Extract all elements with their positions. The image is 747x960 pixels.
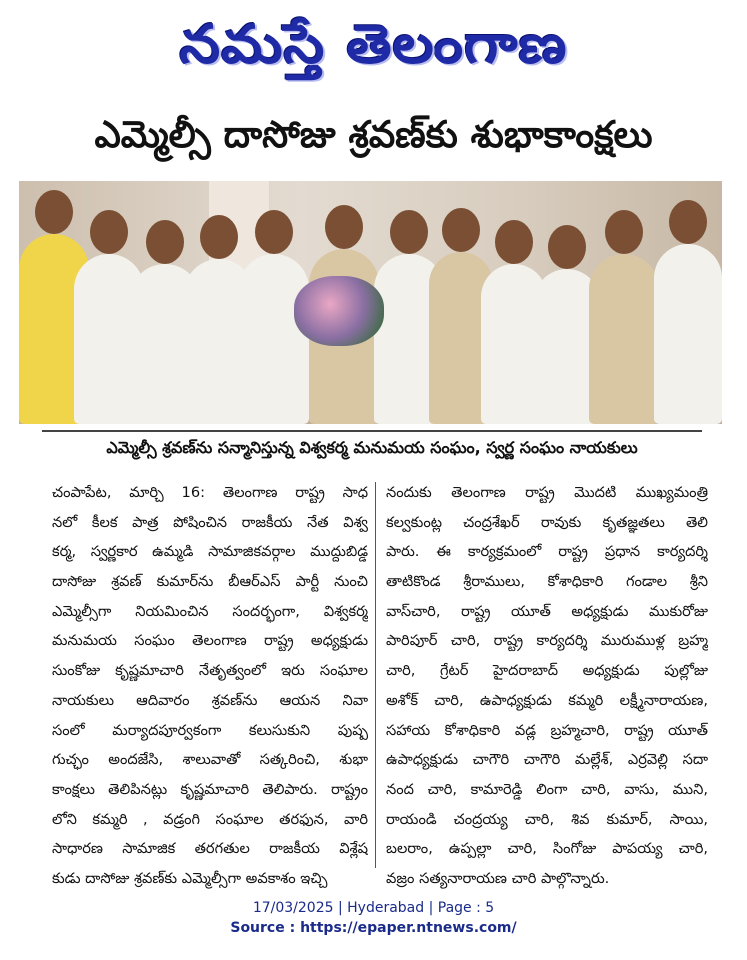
article-text-line: కుడు దాసోజు శ్రవణ్‌కు ఎమ్మెల్సీగా అవకాశం ఇచ్చి [52,869,328,887]
article-text-line: పారు. ఈ కార్యక్రమంలో రాష్ట్ర ప్రధాన కార్యదర్శి [386,543,708,561]
article-text-line: నందుకు తెలంగాణ రాష్ట్ర మొదటి ముఖ్యమంత్రి [386,484,708,501]
photo-caption: ఎమ్మెల్సీ శ్రవణ్‌ను సన్మానిస్తున్న విశ్వకర్మ మనుమయ సంఘం, స్వర్ణ సంఘం నాయకులు [42,430,702,464]
article-text-line: వజ్రం సత్యనారాయణ చారి పాల్గొన్నారు. [386,869,610,887]
article-text-line: దాసోజు శ్రవణ్ కుమార్‌ను బీఆర్‌ఎస్ పార్టీ నుంచి [52,573,368,591]
article-text-line: గుచ్ఛం అందజేసి, శాలువాతో సత్కరించి, శుభా [52,751,368,769]
article-text-line: చంపాపేట, మార్చి 16: తెలంగాణ రాష్ట్ర సాధ [52,484,368,501]
photo-person [654,244,722,424]
article-text-line: తాటికొండ శ్రీరాములు, కోశాధికారి గండాల శ్రీని [386,573,708,591]
article-text-line: బలరాం, ఉప్పల్లా చారి, సింగోజు పాపయ్య చారి, [386,840,708,858]
column-divider [375,482,376,868]
article-text-line: సాధారణ సామాజిక తరగతుల రాజకీయ విశ్లేష [52,840,368,858]
footer-source: Source : https://epaper.ntnews.com/ [230,920,517,936]
photo-person [239,254,309,424]
article-text-line: సుంకోజు కృష్ణమాచారి నేతృత్వంలో ఇరు సంఘాల [52,662,368,680]
article-text-line: నాయకులు ఆదివారం శ్రవణ్‌ను ఆయన నివా [52,691,368,709]
article-text-line: సంలో మర్యాదపూర్వకంగా కలుసుకుని పుష్ప [52,721,368,739]
article-text-line: నలో కీలక పాత్ర పోషించిన రాజకీయ నేత విశ్వ [52,513,368,531]
article-text-line: కర్మ, స్వర్ణకార ఉమ్మడి సామాజికవర్గాల ముద్దుబిడ్డ [52,543,368,561]
masthead [0,2,747,94]
article-text-line: ఉపాధ్యక్షుడు చాగౌరి చాగౌరి మల్లేశ్, ఎర్రవెల్లి సదా [386,751,708,769]
article-column-right [386,478,708,894]
article-text-line: ఎమ్మెల్సీగా నియమించిన సందర్భంగా, విశ్వకర్మ [52,602,368,620]
article-text-line: సహాయ కోశాధికారి వడ్ల బ్రహ్మచారి, రాష్ట్ర యూత్ [386,721,708,739]
article-column-left [52,478,368,894]
footer-date-edition: 17/03/2025 | Hyderabad | Page : 5 [252,900,495,916]
article-text-line: కాంక్షలు తెలిపినట్లు కృష్ణమాచారి తెలిపారు. రాష్ట్రం [52,780,368,798]
article-text-line: చారి, గ్రేటర్ హైదరాబాద్ అధ్యక్షుడు పుల్లోజు [386,662,708,680]
article-text-line: రాయండి చంద్రయ్య చారి, శివ కుమార్, సాయి, [386,810,708,828]
newspaper-logo: నమస్తే తెలంగాణ [179,12,568,76]
article-text-line: మనుమయ సంఘం తెలంగాణ రాష్ట్ర అధ్యక్షుడు [52,632,368,650]
article-headline: ఎమ్మెల్సీ దాసోజు శ్రవణ్‌కు శుభాకాంక్షలు [94,113,653,156]
article-text-line: పారిపూర్ చారి, రాష్ట్ర కార్యదర్శి మురుముళ్ల బ్రహ్మ [386,632,708,650]
photo-person [589,254,659,424]
article-text-line: నంద చారి, కామారెడ్డి లింగా చారి, వాసు, ముని, [386,780,708,798]
article-text-line: అశోక్ చారి, ఉపాధ్యక్షుడు కమ్మరి లక్ష్మీనారాయణ, [386,691,708,709]
article-text-line: వాస్‌చారి, రాష్ట్ర యూత్ అధ్యక్షుడు ముకురోజు [386,602,708,620]
article-text-line: లోని కమ్మరి , వడ్రంగి సంఘాల తరఫున, వారి [52,810,368,828]
article-text-line: కల్వకుంట్ల చంద్రశేఖర్ రావుకు కృతజ్ఞతలు తెలి [386,513,708,531]
flower-bouquet [294,276,384,346]
article-photo [19,181,722,424]
